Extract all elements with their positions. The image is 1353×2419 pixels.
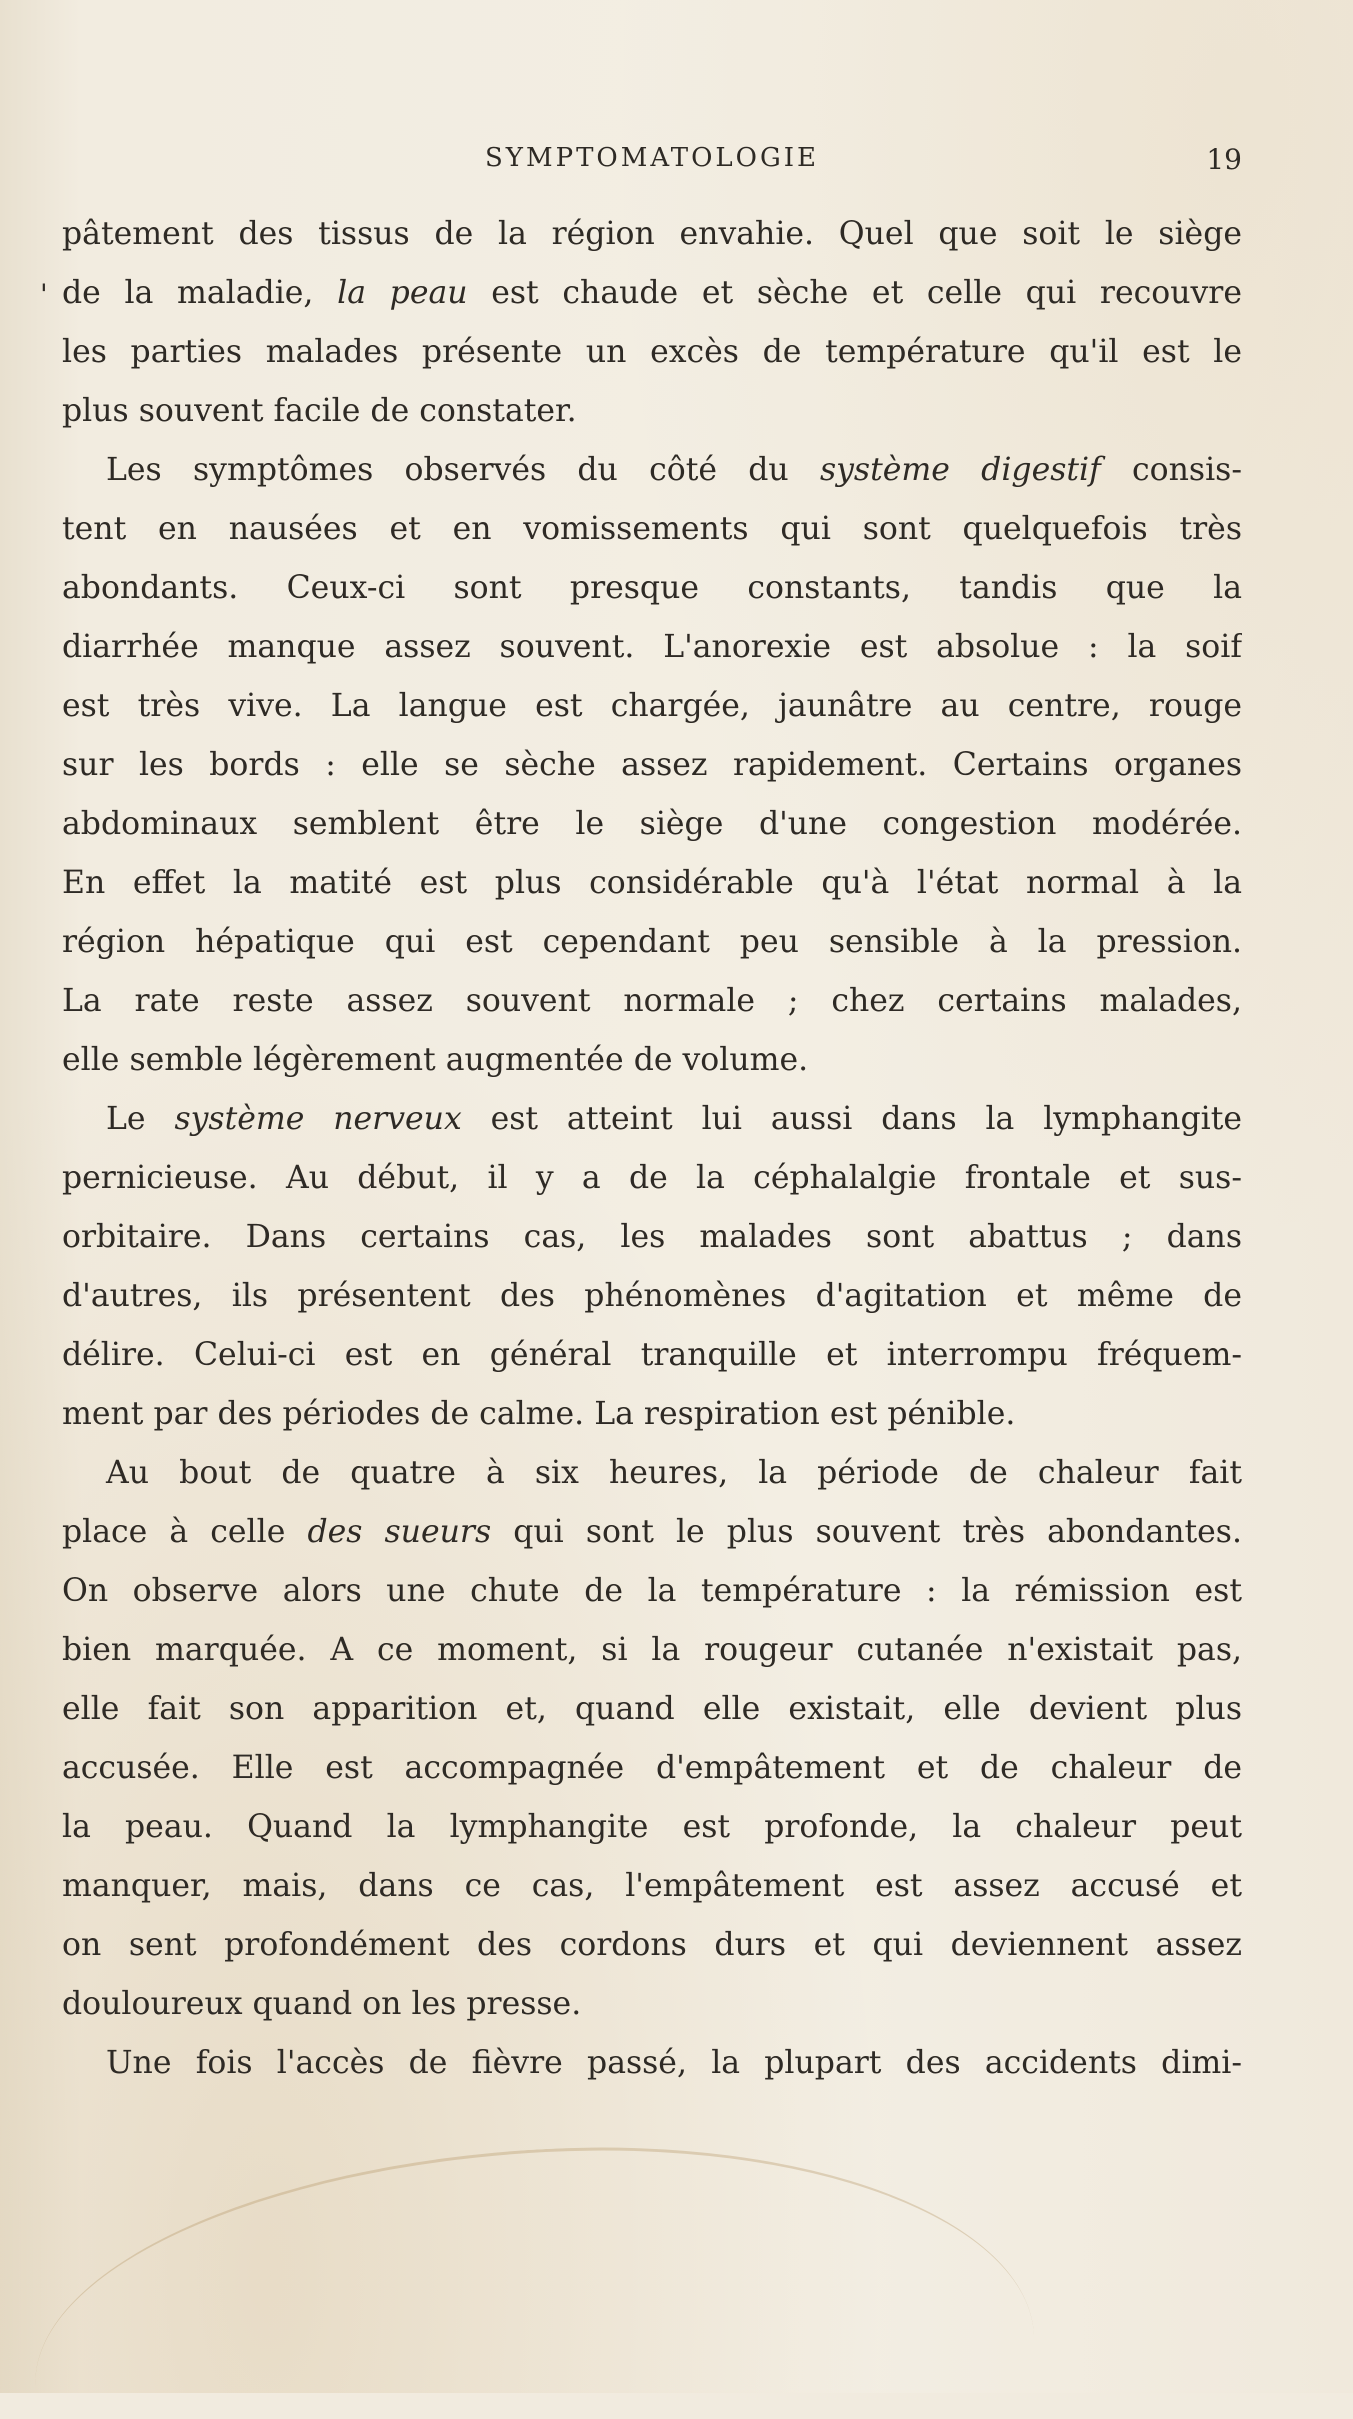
text-line	[62, 1562, 1242, 1621]
text-segment: délire. Celui-ci est en général tranquille et interrompu fréquem-	[62, 1337, 1242, 1373]
text-line	[62, 854, 1242, 913]
page-header	[62, 143, 1242, 183]
text-line	[62, 1031, 1242, 1090]
text-segment: elle semble légèrement augmentée de volume.	[62, 1042, 809, 1078]
text-segment: Une fois l'accès de fièvre passé, la plupart des accidents dimi-	[106, 2045, 1242, 2081]
text-segment: tent en nausées et en vomissements qui sont quelquefois très	[62, 511, 1242, 547]
text-segment: est très vive. La langue est chargée, jaunâtre au centre, rouge	[62, 688, 1242, 724]
italic-text: des sueurs	[307, 1514, 492, 1550]
text-segment: orbitaire. Dans certains cas, les malades sont abattus ; dans	[62, 1219, 1242, 1255]
text-line	[62, 1385, 1242, 1444]
text-segment: ment par des périodes de calme. La respiration est pénible.	[62, 1396, 1016, 1432]
text-line	[62, 382, 1242, 441]
text-segment: Les symptômes observés du côté du	[106, 452, 820, 488]
text-segment: En effet la matité est plus considérable qu'à l'état normal à la	[62, 865, 1242, 901]
text-segment: la peau. Quand la lymphangite est profonde, la chaleur peut	[62, 1809, 1242, 1845]
text-line	[62, 205, 1242, 264]
text-segment: est atteint lui aussi dans la lymphangite	[461, 1101, 1242, 1137]
text-segment: plus souvent facile de constater.	[62, 393, 577, 429]
text-segment: les parties malades présente un excès de température qu'il est le	[62, 334, 1242, 370]
text-line	[62, 1503, 1242, 1562]
text-segment: pâtement des tissus de la région envahie. Quel que soit le siège	[62, 216, 1242, 252]
text-segment: de la maladie,	[62, 275, 338, 311]
text-line	[62, 323, 1242, 382]
text-segment: bien marquée. A ce moment, si la rougeur cutanée n'existait pas,	[62, 1632, 1242, 1668]
text-line	[62, 795, 1242, 854]
text-line	[62, 1267, 1242, 1326]
text-segment: Au bout de quatre à six heures, la période de chaleur fait	[106, 1455, 1242, 1491]
text-segment: manquer, mais, dans ce cas, l'empâtement est assez accusé et	[62, 1868, 1242, 1904]
running-title: SYMPTOMATOLOGIE	[485, 143, 819, 173]
text-line	[62, 677, 1242, 736]
margin-mark: '	[40, 278, 48, 311]
water-stain	[24, 2124, 1035, 2419]
italic-text: système digestif	[819, 452, 1101, 488]
text-line	[62, 618, 1242, 677]
text-line	[62, 559, 1242, 618]
text-line	[62, 441, 1242, 500]
text-segment: elle fait son apparition et, quand elle existait, elle devient plus	[62, 1691, 1242, 1727]
text-line	[62, 1149, 1242, 1208]
text-segment: douloureux quand on les presse.	[62, 1986, 582, 2022]
text-line	[62, 264, 1242, 323]
text-line	[62, 1444, 1242, 1503]
text-segment: on sent profondément des cordons durs et qui deviennent assez	[62, 1927, 1242, 1963]
body-text	[62, 205, 1242, 2093]
italic-text: la peau	[337, 275, 468, 311]
text-segment: On observe alors une chute de la température : la rémission est	[62, 1573, 1242, 1609]
text-line	[62, 1680, 1242, 1739]
text-line	[62, 1857, 1242, 1916]
text-segment: diarrhée manque assez souvent. L'anorexie est absolue : la soif	[62, 629, 1242, 665]
text-line	[62, 1739, 1242, 1798]
text-line	[62, 972, 1242, 1031]
text-segment: La rate reste assez souvent normale ; chez certains malades,	[62, 983, 1242, 1019]
page-number: 19	[1206, 143, 1242, 176]
text-line	[62, 913, 1242, 972]
text-segment: accusée. Elle est accompagnée d'empâtement et de chaleur de	[62, 1750, 1242, 1786]
text-segment: consis-	[1100, 452, 1242, 488]
text-line	[62, 1916, 1242, 1975]
text-line	[62, 2034, 1242, 2093]
text-line	[62, 1208, 1242, 1267]
text-line	[62, 1090, 1242, 1149]
text-line	[62, 1798, 1242, 1857]
text-segment: est chaude et sèche et celle qui recouvre	[467, 275, 1242, 311]
italic-text: système nerveux	[174, 1101, 462, 1137]
text-line	[62, 1326, 1242, 1385]
text-segment: d'autres, ils présentent des phénomènes d'agitation et même de	[62, 1278, 1242, 1314]
text-segment: Le	[106, 1101, 175, 1137]
text-segment: abondants. Ceux-ci sont presque constants, tandis que la	[62, 570, 1242, 606]
text-segment: région hépatique qui est cependant peu sensible à la pression.	[62, 924, 1242, 960]
text-segment: abdominaux semblent être le siège d'une congestion modérée.	[62, 806, 1242, 842]
text-line	[62, 1975, 1242, 2034]
text-line	[62, 736, 1242, 795]
text-segment: pernicieuse. Au début, il y a de la céphalalgie frontale et sus-	[62, 1160, 1242, 1196]
text-line	[62, 500, 1242, 559]
text-segment: sur les bords : elle se sèche assez rapidement. Certains organes	[62, 747, 1242, 783]
text-segment: place à celle	[62, 1514, 308, 1550]
text-line	[62, 1621, 1242, 1680]
text-segment: qui sont le plus souvent très abondantes.	[491, 1514, 1242, 1550]
